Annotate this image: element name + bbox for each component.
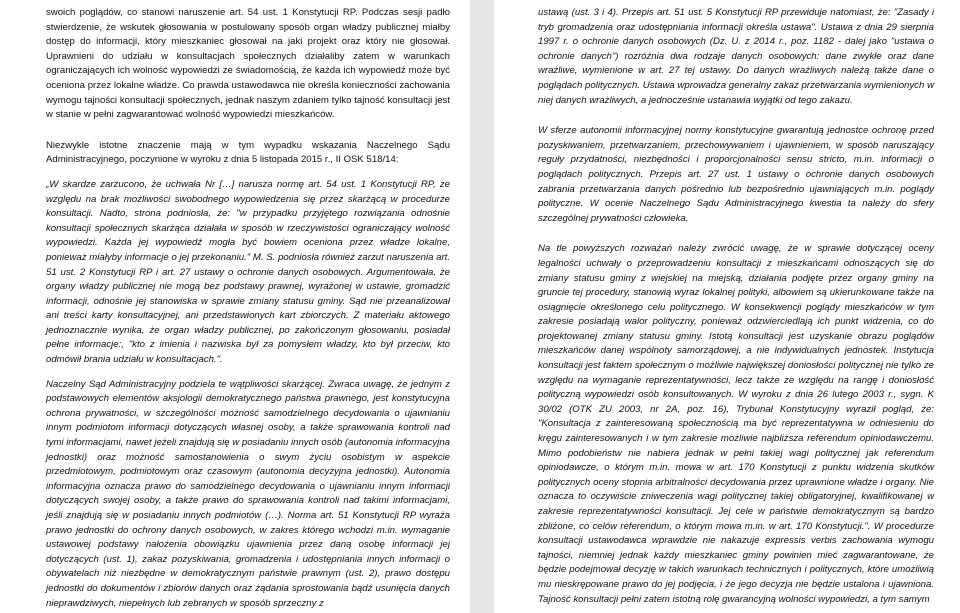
paragraph-1: swoich poglądów, co stanowi naruszenie art. 54 ust. 1 Konstytucji RP. Podczas sesji padło stwierdzenie, że wskutek głosowania w postulowany sposób organ władzy publicznej miałby dostęp do informacji, który mieszkaniec głosował na jaki projekt oraz który nie głosował. Uprawnieni do udziału w konsultacjach społecznych działaliby zatem w warunkach ograniczających ich wolność wypowiedzi ze świadomością, że każda ich wypowiedź może być oceniona przez lokalne władze. Co prawda ustawodawca nie określa konieczności zachowania wymogu tajności konsultacji społecznych, jednak naszym zdaniem tylko tajność konsultacji jest w stanie w pełni zagwarantować wolność wypowiedzi mieszkańców. (46, 7, 450, 121)
document-page-left (0, 0, 470, 613)
quote-paragraph-1: „W skardze zarzucono, że uchwała Nr […] narusza normę art. 54 ust. 1 Konstytucji RP, ze względu na brak możliwości swobodnego wypowiedzenia się przez skarżącą w procedurze konsultacji. Nadto, strona podniosła, że: "w przypadku przyjętego rozwiązania odnośnie konsultacji społecznych skarżąca działała w sposób w rzeczywistości ograniczający wolność wypowiedzi. Każda jej wypowiedź mogła być bowiem oceniona przez władze lokalne, ponieważ miałyby informacje o jej przekonaniu." M. S. podniosła również zarzut naruszenia art. 51 ust. 2 Konstytucji RP i art. 27 ustawy o ochronie danych osobowych. Argumentowała, że organy władzy publicznej nie mogą bez podstawy prawnej, wyrażonej w ustawie, gromadzić informacji, odnośnie jej stanowiska w sprawie zmiany statusu gminy. Sąd nie przeanalizował ani treści karty konsultacyjnej, ani przedstawionych kart zbiorczych. Z materiału aktowego jednoznacznie wynika, że organ władzy publicznej, po zakończonym głosowaniu, posiadał pełne informacje:, "kto z imienia i nazwiska był za pomysłem władzy, kto był przeciw, kto odmówił brania udziału w konsultacjach.". (46, 178, 450, 366)
quote-paragraph-3: ustawą (ust. 3 i 4). Przepis art. 51 ust. 5 Konstytucji RP przewiduje natomiast, że: "Zasady i tryb gromadzenia oraz udostępniania informacji określa ustawa". Ustawa z dnia 29 sierpnia 1997 r. o ochronie danych osobowych (Dz. U. z 2014 r., poz. 1182 - dalej jako "ustawa o ochronie danych") rozróżnia dwa rodzaje danych osobowych: dane zwykłe oraz dane wrażliwe, wymienione w art. 27 tej ustawy. Do danych wrażliwych należą także dane o poglądach politycznych. Ustawa wprowadza generalny zakaz przetwarzania wymienionych w niej danych wrażliwych, a jednocześnie ustanawia wyjątki od tego zakazu. (538, 7, 934, 106)
document-page-right (494, 0, 960, 613)
quote-paragraph-2: Naczelny Sąd Administracyjny podziela te wątpliwości skarżącej. Zwraca uwagę, że jednym z podstawowych elementów aksjologii demokratycznego państwa prawnego, jest konstytucyjna ochrona prywatności, w szczególności możność samodzielnego decydowania o ujawnianiu innym podmiotom informacji dotyczących własnej osoby, a także sprawowania kontroli nad tymi informacjami, nawet jeżeli znajdują się w posiadaniu innych osób (autonomia informacyjna jednostki) oraz możność samostanowienia o swym życiu osobistym w aspekcie przedmiotowym, podmiotowym oraz czasowym (autonomia decyzyjna jednostki). Autonomia informacyjna oznacza prawo do samodzielnego decydowania o ujawnianiu innym informacji dotyczących swojej osoby, a także prawo do sprawowania kontroli nad takimi informacjami, jeśli znajdują się w posiadaniu innych podmiotów (…). Norma art. 51 Konstytucji RP wyraża prawo jednostki do ochrony danych osobowych, w zakres którego wchodzi m.in. wymaganie ustawowej podstawy nałożenia obowiązku ujawnienia przez daną osobę informacji jej dotyczących (ust. 1), zakaz pozyskiwania, gromadzenia i udostępniania innych informacji o obywatelach niż niezbędne w demokratycznym państwie prawnym (ust. 2), prawo dostępu jednostki do dokumentów i zbiorów danych oraz żądania sprostowania bądź usunięcia danych nieprawdziwych, niepełnych lub zebranych w sposób sprzeczny z (46, 378, 450, 609)
quote-paragraph-5: Na tle powyższych rozważań należy zwrócić uwagę, że w sprawie dotyczącej oceny legalności uchwały o przeprowadzeniu konsultacji z mieszkańcami odnoszących się do zmiany statusu gminy z wiejskiej na miejską, działania podjęte przez organy gminy na gruncie tej procedury, stanowią wyraz lokalnej polityki, albowiem są ukierunkowane także na osiągnięcie określonego celu politycznego. W konsekwencji poglądy mieszkańców w tym zakresie posiadają walor polityczny, ponieważ odzwierciedlają ich punkt widzenia, co do projektowanej zmiany statusu gminy. Istotą konsultacji jest uzyskanie obrazu poglądów mieszkańców danej wspólnoty samorządowej, a nie indywidualnych jednostek. Instytucja konsultacji jest faktem społecznym o możliwie największej doniosłości politycznej nie tylko ze względu na wymaganie reprezentatywności, lecz także ze względu na rangę i doniosłość polityczną wypowiedzi osób konsultowanych. W wyroku z dnia 26 lutego 2003 r., sygn. K 30/02 (OTK ZU 2003, nr 2A, poz. 16), Trybunał Konstytucyjny wyraził pogląd, że: "Konsultacja z zainteresowaną społecznością ma być reprezentatywna w odniesieniu do kręgu zainteresowanych i w tym zakresie możliwie najbliższa referendum opiniodawczemu. Mimo podobieństw nie nabiera jednak w pełni takiej wagi politycznej jak referendum opiniodawcze, o którym m.in. mowa w art. 170 Konstytucji z punktu widzenia skutków politycznych oceny stopnia arbitralności decydowania przez uprawnione władze i organy. Nie oznacza to oczywiście zniweczenia wagi politycznej takiej obligatoryjnej, kwalifikowanej w zakresie reprezentatywności konsultacji. Jej cele w państwie demokratycznym są bardzo zbliżone, co celów referendum, o którym mowa m.in. w art. 170 Konstytucji.". W procedurze konsultacji ustawodawca wprawdzie nie nakazuje expressis verbis zachowania wymogu tajności, niemniej jednak każdy mieszkaniec gminy powinien mieć zagwarantowane, że będzie podejmował decyzję w takich warunkach technicznych i politycznych, które umożliwią mu nieskrępowane prawo do jej podjęcia, i że jego decyzja nie będzie ustalona i ujawniona. Tajność konsultacji pełni zatem istotną rolę gwarancyjną wolności wypowiedzi, a tym samym (538, 243, 934, 605)
quote-paragraph-4: W sferze autonomii informacyjnej normy konstytucyjne gwarantują jednostce ochronę przed pozyskiwaniem, przetwarzaniem, przechowywaniem i ujawnieniem, w sposób naruszający reguły przydatności, niezbędności i proporcjonalności sensu stricto, m.in. informacji o poglądach politycznych. Przepis art. 27 ust. 1 ustawy o ochronie danych osobowych zabrania przetwarzania danych pośrednio lub bezpośrednio ujawniających m.in. poglądy polityczne. W ocenie Naczelnego Sądu Administracyjnego kwestia ta należy do sfery szczególnej prywatności człowieka. (538, 125, 934, 224)
paragraph-2: Niezwykle istotne znaczenie mają w tym wypadku wskazania Naczelnego Sądu Administracyjnego, poczynione w wyroku z dnia 5 listopada 2015 r., II OSK 518/14: (46, 139, 450, 166)
